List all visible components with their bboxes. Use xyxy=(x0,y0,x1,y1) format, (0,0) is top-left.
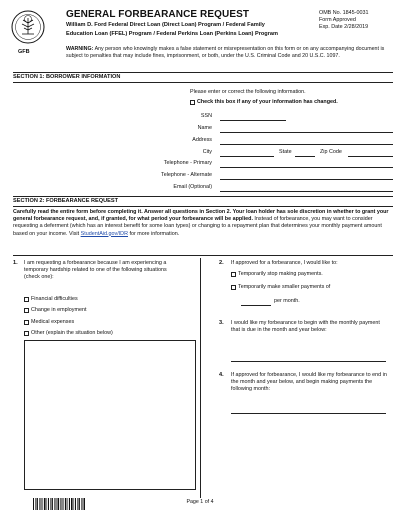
q1-number: 1. xyxy=(13,260,18,266)
city-label: City xyxy=(202,149,212,155)
page-number: Page 1 of 4 xyxy=(186,499,214,505)
name-field[interactable] xyxy=(220,132,393,133)
section1-bottom-rule xyxy=(13,82,393,83)
q1-financial-label: Financial difficulties xyxy=(31,296,78,302)
column-divider xyxy=(200,258,201,498)
q2-option-smaller[interactable] xyxy=(231,284,330,290)
address-label: Address xyxy=(192,137,212,143)
q2-stop-label: Temporarily stop making payments. xyxy=(238,271,323,277)
phone-primary-field[interactable] xyxy=(220,167,393,168)
info-changed-checkbox[interactable] xyxy=(190,100,195,105)
q1-other-checkbox[interactable] xyxy=(24,331,29,336)
q1-option-employment[interactable] xyxy=(24,307,86,313)
instructions-text: Instead of forbearance, you may want to consider requesting a deferment (which has an interest benefit for some loan types) or changing to a repayment plan that determines your monthly payment amount based on your income. Visit xyxy=(13,216,382,237)
form-subtitle xyxy=(66,21,316,38)
studentaid-link[interactable]: StudentAid.gov/IDR xyxy=(80,230,128,237)
form-title: GENERAL FORBEARANCE REQUEST xyxy=(66,9,250,20)
section2-bottom-rule xyxy=(13,206,393,207)
q3-number: 3. xyxy=(219,320,224,326)
q2-text: If approved for a forbearance, I would like to: xyxy=(231,260,338,266)
ssn-field[interactable] xyxy=(220,120,286,121)
q1-option-financial[interactable] xyxy=(24,296,78,302)
q1-medical-label: Medical expenses xyxy=(31,319,75,325)
q2-stop-checkbox[interactable] xyxy=(231,272,236,277)
subtitle-line-1: William D. Ford Federal Direct Loan (Direct Loan) Program / Federal Family xyxy=(66,22,265,28)
per-month-label: per month. xyxy=(274,298,300,304)
address-field[interactable] xyxy=(220,144,393,145)
payment-amount-field[interactable] xyxy=(241,305,271,306)
email-field[interactable] xyxy=(220,191,393,192)
ssn-label: SSN xyxy=(200,113,212,119)
state-field[interactable] xyxy=(295,156,315,157)
questions-top-rule xyxy=(13,255,393,256)
other-explanation-box[interactable] xyxy=(24,340,196,490)
state-label: State xyxy=(279,149,292,155)
q4-number: 4. xyxy=(219,372,224,378)
warning-notice xyxy=(66,46,394,61)
department-seal-icon xyxy=(11,10,45,44)
section2-top-rule xyxy=(13,196,393,197)
q1-text: I am requesting a forbearance because I am experiencing a temporary hardship related to one of the following situations (check one): xyxy=(24,260,167,281)
phone-alternate-label: Telephone - Alternate xyxy=(161,172,212,178)
name-label: Name xyxy=(197,125,212,131)
warning-label: WARNING: xyxy=(66,46,94,52)
form-code: GFB xyxy=(18,49,30,55)
end-date-field[interactable] xyxy=(231,413,386,414)
info-changed-label: Check this box if any of your information has changed. xyxy=(197,99,338,105)
begin-date-field[interactable] xyxy=(231,361,386,362)
zip-field[interactable] xyxy=(348,156,393,157)
q3-text: I would like my forbearance to begin with the monthly payment that is due in the month and year below: xyxy=(231,320,380,334)
section1-instruction: Please enter or correct the following information. xyxy=(190,89,306,95)
omb-number: OMB No. 1845-0031 xyxy=(319,10,369,16)
phone-primary-label: Telephone - Primary xyxy=(163,160,212,166)
section2-instructions xyxy=(13,209,393,238)
q2-number: 2. xyxy=(219,260,224,266)
info-changed-option[interactable] xyxy=(190,99,338,105)
q2-smaller-checkbox[interactable] xyxy=(231,285,236,290)
zip-label: Zip Code xyxy=(320,149,342,155)
q2-smaller-label: Temporarily make smaller payments of xyxy=(238,284,331,290)
section2-heading: SECTION 2: FORBEARANCE REQUEST xyxy=(13,198,119,204)
q1-employment-checkbox[interactable] xyxy=(24,308,29,313)
section1-heading: SECTION 1: BORROWER INFORMATION xyxy=(13,74,121,80)
instructions-end: for more information. xyxy=(127,230,180,237)
phone-alternate-field[interactable] xyxy=(220,179,393,180)
q1-medical-checkbox[interactable] xyxy=(24,320,29,325)
email-label: Email (Optional) xyxy=(173,184,212,190)
expiration-date: Exp. Date 2/28/2019 xyxy=(319,24,369,30)
q1-financial-checkbox[interactable] xyxy=(24,297,29,302)
warning-text: Any person who knowingly makes a false statement or misrepresentation on this form or on any accompanying document is subject to penalties that may include fines, imprisonment, or both, under the U.S. Criminal Code and 20 U.S.C. 1097. xyxy=(66,46,385,60)
q1-option-medical[interactable] xyxy=(24,319,74,325)
city-field[interactable] xyxy=(220,156,274,157)
form-approved: Form Approved xyxy=(319,17,356,23)
q1-other-label: Other (explain the situation below) xyxy=(31,330,113,336)
q1-employment-label: Change in employment xyxy=(31,307,87,313)
omb-info xyxy=(319,10,368,31)
subtitle-line-2: Education Loan (FFEL) Program / Federal Perkins Loan (Perkins Loan) Program xyxy=(66,30,278,37)
section1-top-rule xyxy=(13,72,393,73)
q4-text: If approved for forbearance, I would like my forbearance to end in the month and year below, and begin making payments the following month: xyxy=(231,372,387,393)
q1-option-other[interactable] xyxy=(24,330,113,336)
q2-option-stop[interactable] xyxy=(231,271,323,277)
instructions-bold: Carefully read the entire form before completing it. Answer all questions in Section 2. Your loan holder has sole discretion in whether to grant your general forbearance request, and, if granted, for what period your forbearance will be applied. xyxy=(13,209,389,223)
